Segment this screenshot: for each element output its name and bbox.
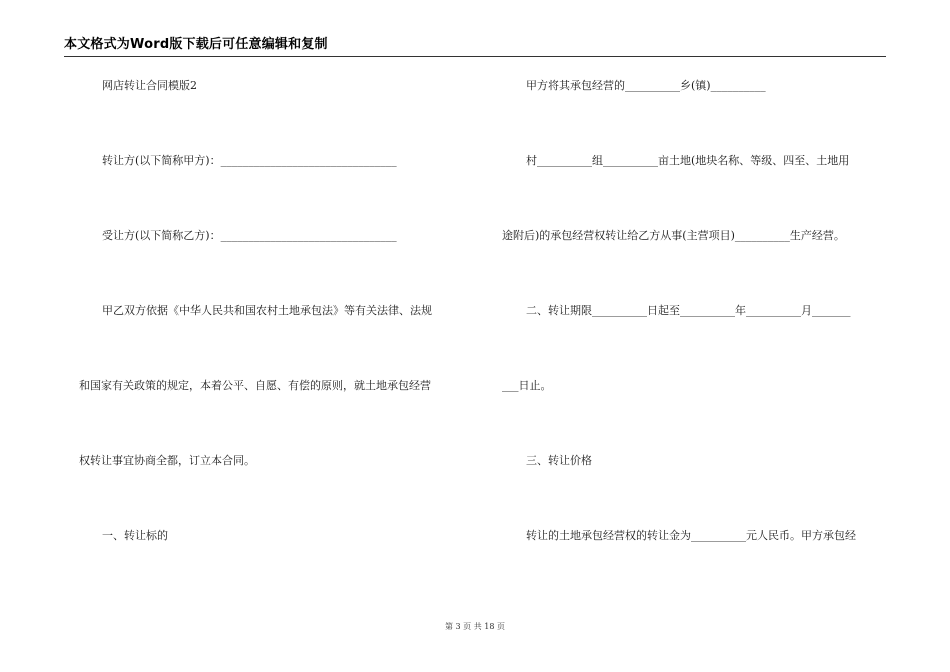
body-text-line: 途附后)的承包经营权转让给乙方从事(主营项目)__________生产经营。 — [502, 229, 845, 242]
document-header-title: 本文格式为Word版下载后可任意编辑和复制 — [64, 37, 328, 52]
body-text-line: ___日止。 — [502, 379, 552, 392]
body-text-line: 转让的土地承包经营权的转让金为__________元人民币。甲方承包经 — [526, 529, 856, 542]
page-header — [64, 38, 886, 57]
section-heading: 三、转让价格 — [526, 454, 592, 467]
transferee-line: 受让方(以下简称乙方)：________________________________ — [102, 229, 397, 242]
body-text-line: 甲方将其承包经营的__________乡(镇)__________ — [526, 79, 766, 92]
section-heading: 二、转让期限__________日起至__________年__________月_______ — [526, 304, 851, 317]
body-text-line: 和国家有关政策的规定，本着公平、自愿、有偿的原则，就土地承包经营 — [79, 379, 431, 392]
page-number-footer: 第 3 页 共 18 页 — [445, 622, 505, 631]
section-heading: 一、转让标的 — [102, 529, 168, 542]
body-text-line: 权转让事宜协商全都，订立本合同。 — [79, 454, 255, 467]
body-text-line: 村__________组__________亩土地(地块名称、等级、四至、土地用 — [526, 154, 850, 167]
body-text-line: 甲乙双方依据《中华人民共和国农村土地承包法》等有关法律、法规 — [102, 304, 432, 317]
contract-title-line: 网店转让合同模版2 — [102, 79, 197, 92]
transferor-line: 转让方(以下简称甲方)：________________________________ — [102, 154, 397, 167]
